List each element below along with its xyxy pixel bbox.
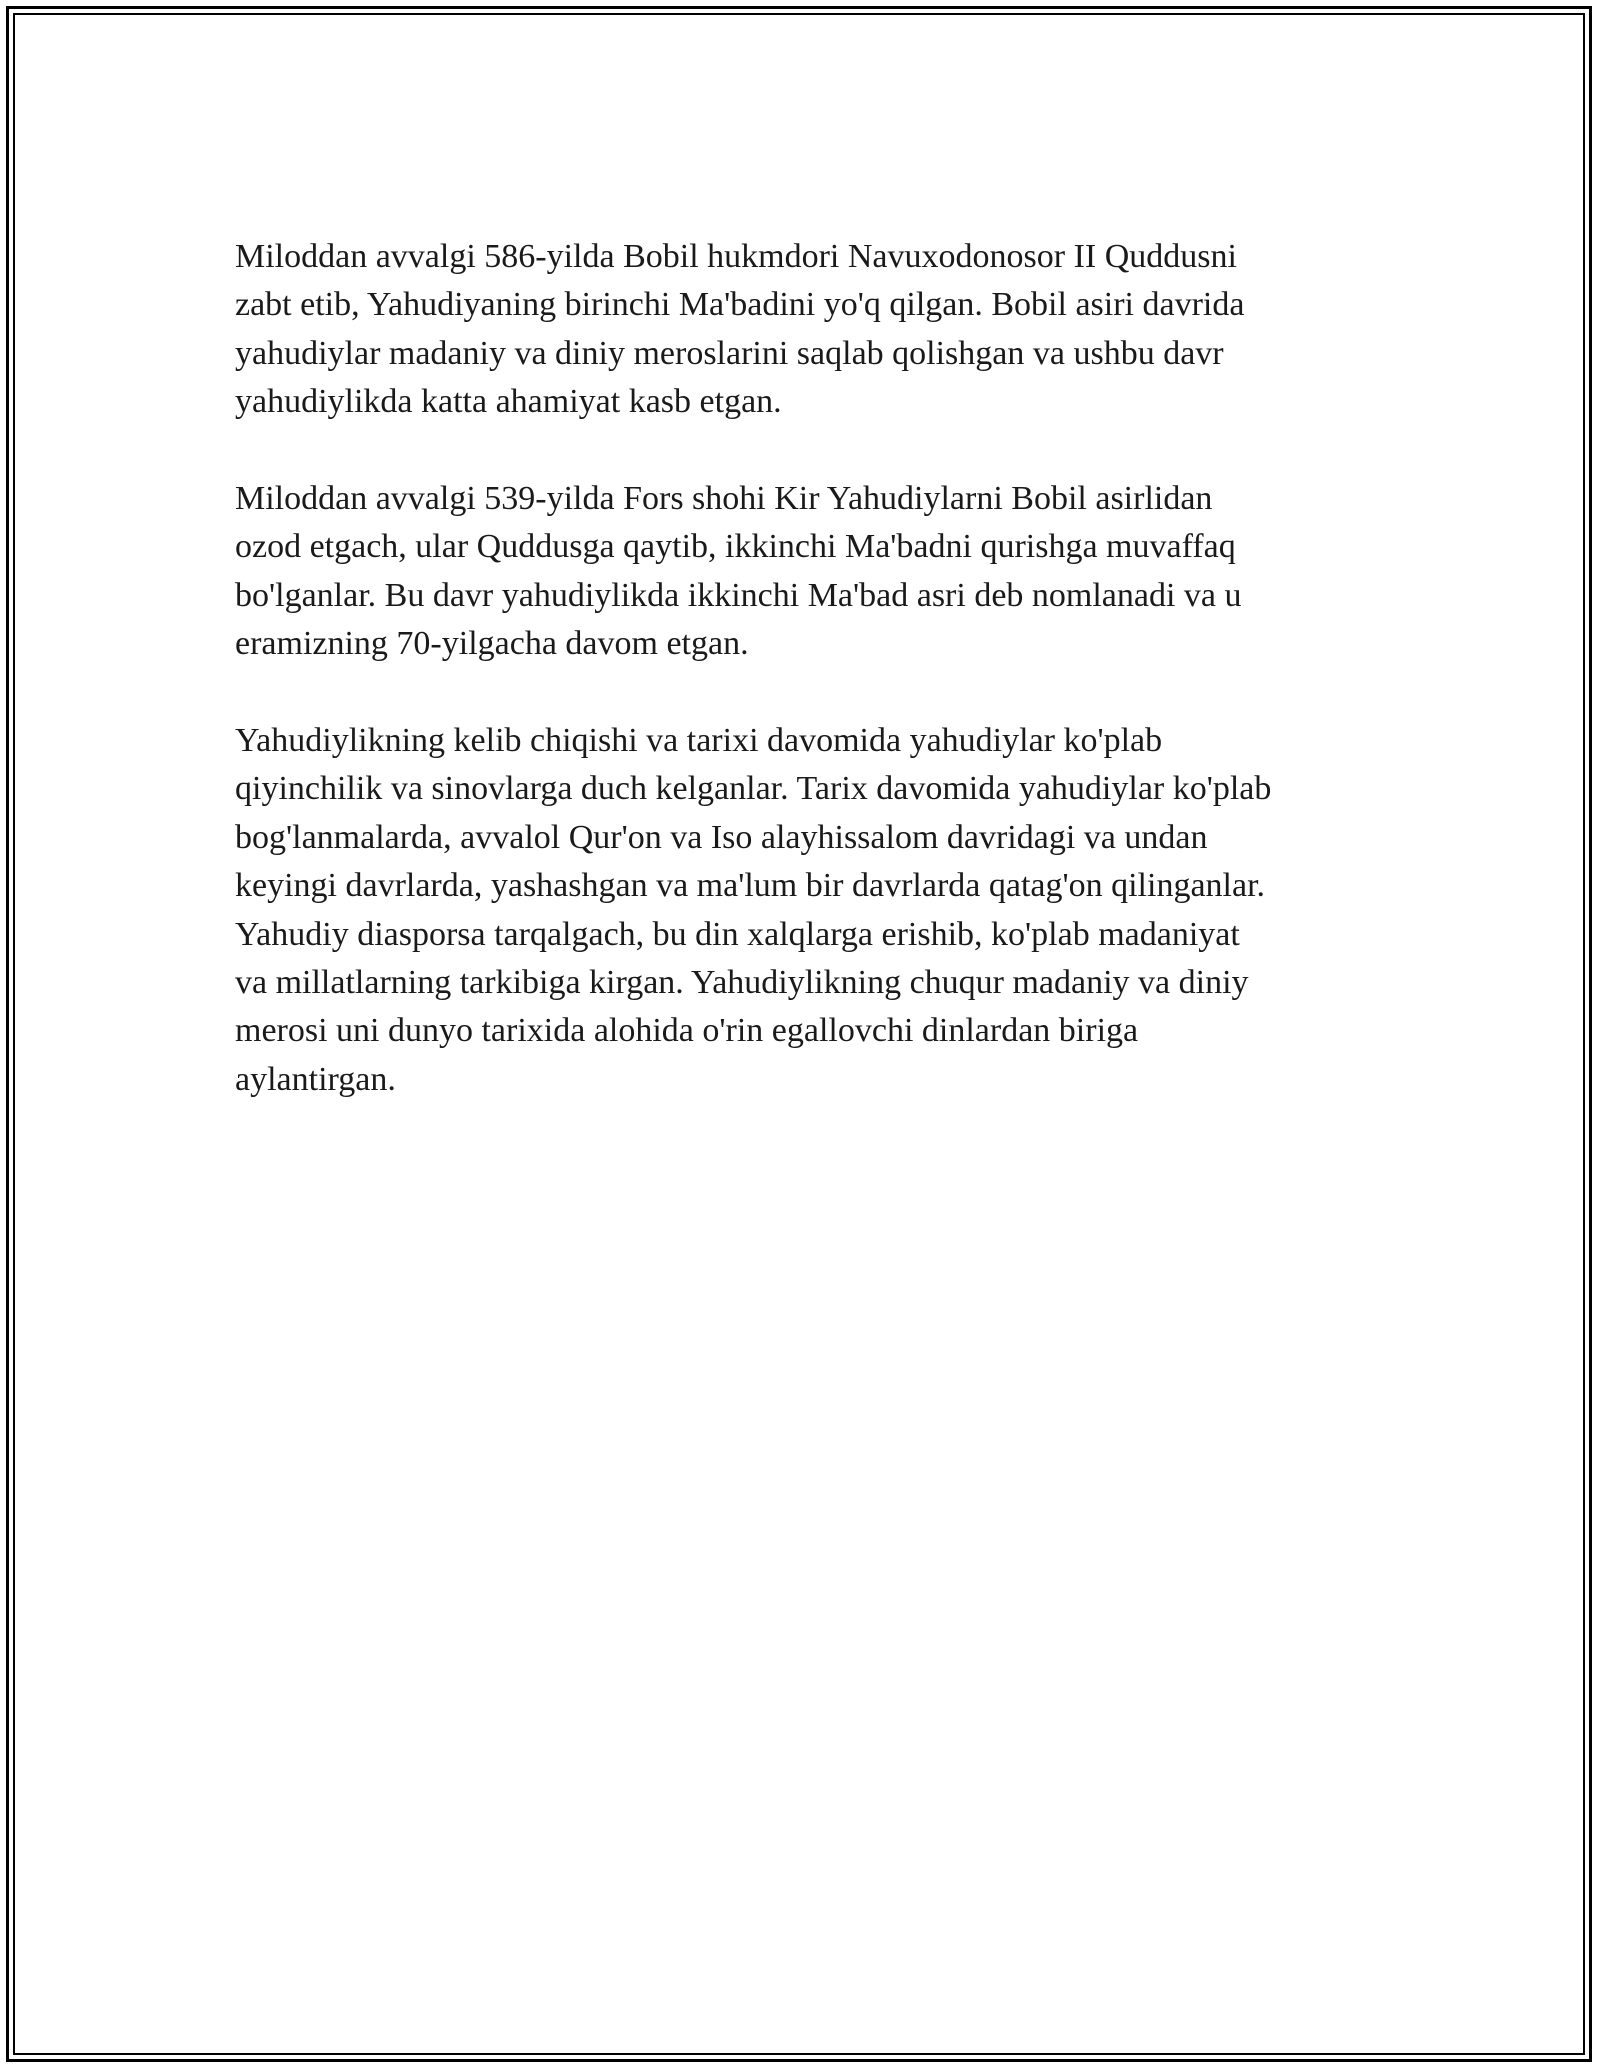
paragraph-line: keyingi davrlarda, yashashgan va ma'lum bir davrlarda qatag'on qilinganlar. <box>235 867 1266 905</box>
paragraph-1 <box>235 233 1365 427</box>
document-body <box>235 233 1365 1153</box>
paragraph-line: Yahudiylikning kelib chiqishi va tarixi davomida yahudiylar ko'plab <box>235 722 1163 760</box>
paragraph-line: bo'lganlar. Bu davr yahudiylikda ikkinchi Ma'bad asri deb nomlanadi va u <box>235 576 1242 614</box>
paragraph-line: yahudiylar madaniy va diniy meroslarini saqlab qolishgan va ushbu davr <box>235 334 1224 372</box>
paragraph-line: eramizning 70-yilgacha davom etgan. <box>235 625 749 663</box>
paragraph-line: merosi uni dunyo tarixida alohida o'rin egallovchi dinlardan biriga <box>235 1012 1139 1050</box>
paragraph-line: Yahudiy diasporsa tarqalgach, bu din xalqlarga erishib, ko'plab madaniyat <box>235 915 1240 953</box>
paragraph-line: zabt etib, Yahudiyaning birinchi Ma'badini yo'q qilgan. Bobil asiri davrida <box>235 286 1245 324</box>
paragraph-line: aylantirgan. <box>235 1060 396 1098</box>
paragraph-line: yahudiylikda katta ahamiyat kasb etgan. <box>235 383 782 421</box>
paragraph-line: ozod etgach, ular Quddusga qaytib, ikkinchi Ma'badni qurishga muvaffaq <box>235 528 1236 566</box>
paragraph-line: Miloddan avvalgi 586-yilda Bobil hukmdori Navuxodonosor II Quddusni <box>235 238 1237 275</box>
paragraph-line: Miloddan avvalgi 539-yilda Fors shohi Kir Yahudiylarni Bobil asirlidan <box>235 480 1213 518</box>
paragraph-line: bog'lanmalarda, avvalol Qur'on va Iso alayhissalom davridagi va undan <box>235 818 1208 856</box>
paragraph-line: va millatlarning tarkibiga kirgan. Yahudiylikning chuqur madaniy va diniy <box>235 964 1249 1002</box>
paragraph-3 <box>235 717 1365 1104</box>
paragraph-line: qiyinchilik va sinovlarga duch kelganlar. Tarix davomida yahudiylar ko'plab <box>235 770 1272 808</box>
paragraph-2 <box>235 475 1365 669</box>
